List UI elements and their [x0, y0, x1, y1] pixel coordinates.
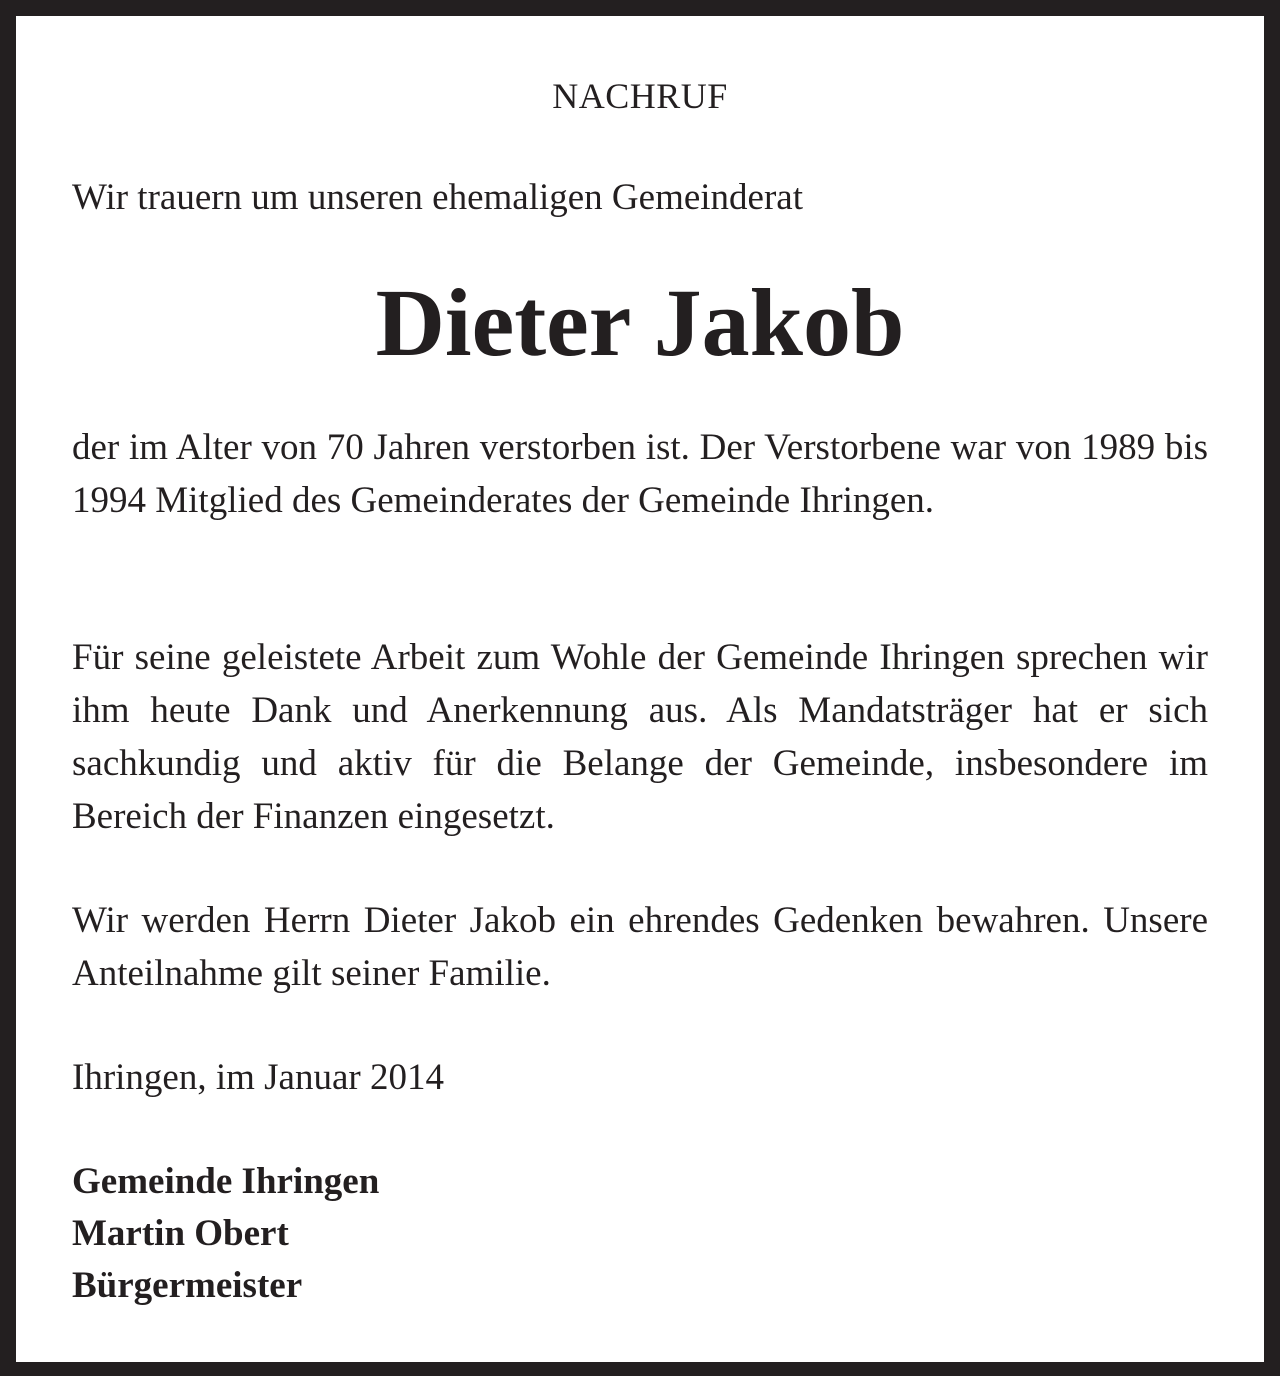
paragraph-condolence: Wir werden Herrn Dieter Jakob ein ehrendes Gedenken bewahren. Unsere Anteilnahme gilt seiner Familie.	[72, 900, 1208, 994]
intro-line: Wir trauern um unseren ehemaligen Gemeinderat	[72, 177, 804, 218]
signature-person: Martin Obert	[72, 1213, 289, 1254]
signature-block	[72, 1156, 379, 1312]
paragraph-acknowledgement: Für seine geleistete Arbeit zum Wohle der Gemeinde Ihringen sprechen wir ihm heute Dank und Anerkennung aus. Als Mandatsträger hat er sich sachkundig und aktiv für die Belange der Gemeinde, insbesondere im Bereich der Finanzen eingesetzt.	[72, 637, 1208, 837]
signature-role: Bürgermeister	[72, 1265, 303, 1306]
deceased-name: Dieter Jakob	[375, 269, 905, 376]
notice-heading: NACHRUF	[552, 76, 728, 116]
signature-organization: Gemeinde Ihringen	[72, 1161, 380, 1202]
place-and-date: Ihringen, im Januar 2014	[72, 1057, 444, 1098]
paragraph-biography: der im Alter von 70 Jahren verstorben ist. Der Verstorbene war von 1989 bis 1994 Mitglied des Gemeinderates der Gemeinde Ihringen.	[72, 427, 1208, 521]
